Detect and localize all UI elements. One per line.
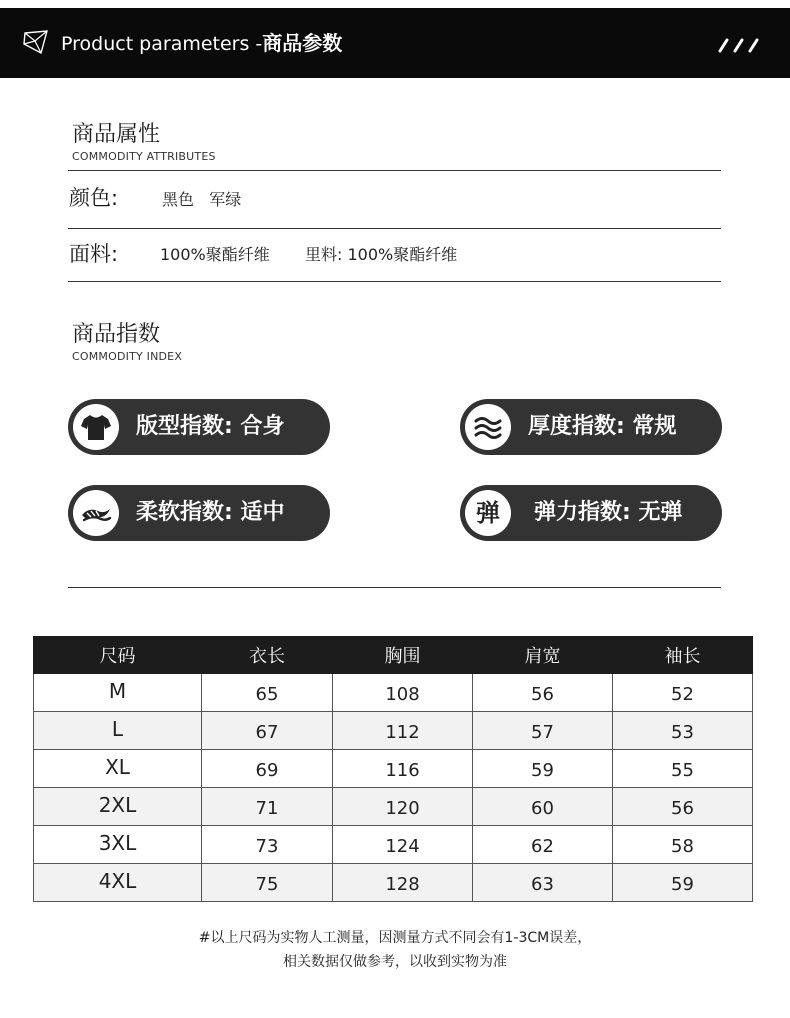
table-row	[34, 712, 753, 750]
header-size: 尺码	[34, 637, 202, 674]
elastic-char-icon: 弹	[476, 499, 500, 527]
measurement-note-line2: 相关数据仅做参考，以收到实物为准	[283, 954, 507, 970]
size-table	[33, 636, 753, 902]
header-chest: 胸围	[333, 637, 473, 674]
layers-wave-icon	[471, 410, 505, 444]
attributes-subtitle: COMMODITY ATTRIBUTES	[72, 150, 216, 163]
cell: 56	[473, 674, 613, 712]
cell: 53	[613, 712, 753, 750]
table-row	[34, 826, 753, 864]
color-label: 颜色:	[69, 186, 119, 210]
cell: 3XL	[34, 826, 202, 864]
triple-slash-icon	[718, 34, 764, 54]
tshirt-icon	[79, 410, 113, 444]
cell: 59	[613, 864, 753, 902]
index-label: 柔软指数: 适中	[136, 500, 285, 525]
cell: 59	[473, 750, 613, 788]
index-pill-thickness	[460, 399, 722, 455]
header-shoulder: 肩宽	[473, 637, 613, 674]
cell: 56	[613, 788, 753, 826]
divider	[68, 170, 721, 171]
index-pill-softness	[68, 485, 330, 541]
cell: 71	[202, 788, 333, 826]
header-title-en: Product parameters -	[61, 33, 263, 55]
cell: 67	[202, 712, 333, 750]
divider	[68, 587, 721, 588]
header-bar	[0, 8, 790, 78]
table-row	[34, 788, 753, 826]
cell: 63	[473, 864, 613, 902]
table-row	[34, 674, 753, 712]
cell: 73	[202, 826, 333, 864]
cell: 60	[473, 788, 613, 826]
divider	[68, 281, 721, 282]
cell: 4XL	[34, 864, 202, 902]
divider	[68, 228, 721, 229]
cell: 108	[333, 674, 473, 712]
index-subtitle: COMMODITY INDEX	[72, 350, 183, 363]
cell: 69	[202, 750, 333, 788]
cell: 58	[613, 826, 753, 864]
cell: 52	[613, 674, 753, 712]
header-title	[61, 30, 342, 57]
cell: 75	[202, 864, 333, 902]
feather-icon	[79, 496, 113, 530]
cell: L	[34, 712, 202, 750]
cell: XL	[34, 750, 202, 788]
cell: 55	[613, 750, 753, 788]
lining-value: 里料: 100%聚酯纤维	[305, 245, 458, 264]
index-label: 版型指数: 合身	[136, 414, 285, 439]
index-title: 商品指数	[72, 322, 161, 347]
cell: 124	[333, 826, 473, 864]
measurement-note-line1: #以上尺码为实物人工测量，因测量方式不同会有1-3CM误差，	[198, 930, 592, 946]
cell: 120	[333, 788, 473, 826]
table-header-row	[34, 637, 753, 674]
cell: 2XL	[34, 788, 202, 826]
table-row	[34, 864, 753, 902]
index-pill-fit	[68, 399, 330, 455]
fabric-label: 面料:	[69, 242, 119, 266]
cell: 116	[333, 750, 473, 788]
cell: 112	[333, 712, 473, 750]
index-pill-elasticity	[460, 485, 722, 541]
cell: 62	[473, 826, 613, 864]
index-label: 弹力指数: 无弹	[534, 500, 683, 525]
faceted-gem-icon	[22, 28, 50, 56]
table-row	[34, 750, 753, 788]
color-values: 黑色 军绿	[162, 190, 242, 209]
cell: M	[34, 674, 202, 712]
cell: 65	[202, 674, 333, 712]
header-length: 衣长	[202, 637, 333, 674]
header-title-zh: 商品参数	[262, 31, 343, 55]
cell: 57	[473, 712, 613, 750]
cell: 128	[333, 864, 473, 902]
header-sleeve: 袖长	[613, 637, 753, 674]
fabric-value: 100%聚酯纤维	[160, 245, 270, 264]
attributes-title: 商品属性	[72, 122, 161, 147]
index-label: 厚度指数: 常规	[528, 414, 677, 439]
